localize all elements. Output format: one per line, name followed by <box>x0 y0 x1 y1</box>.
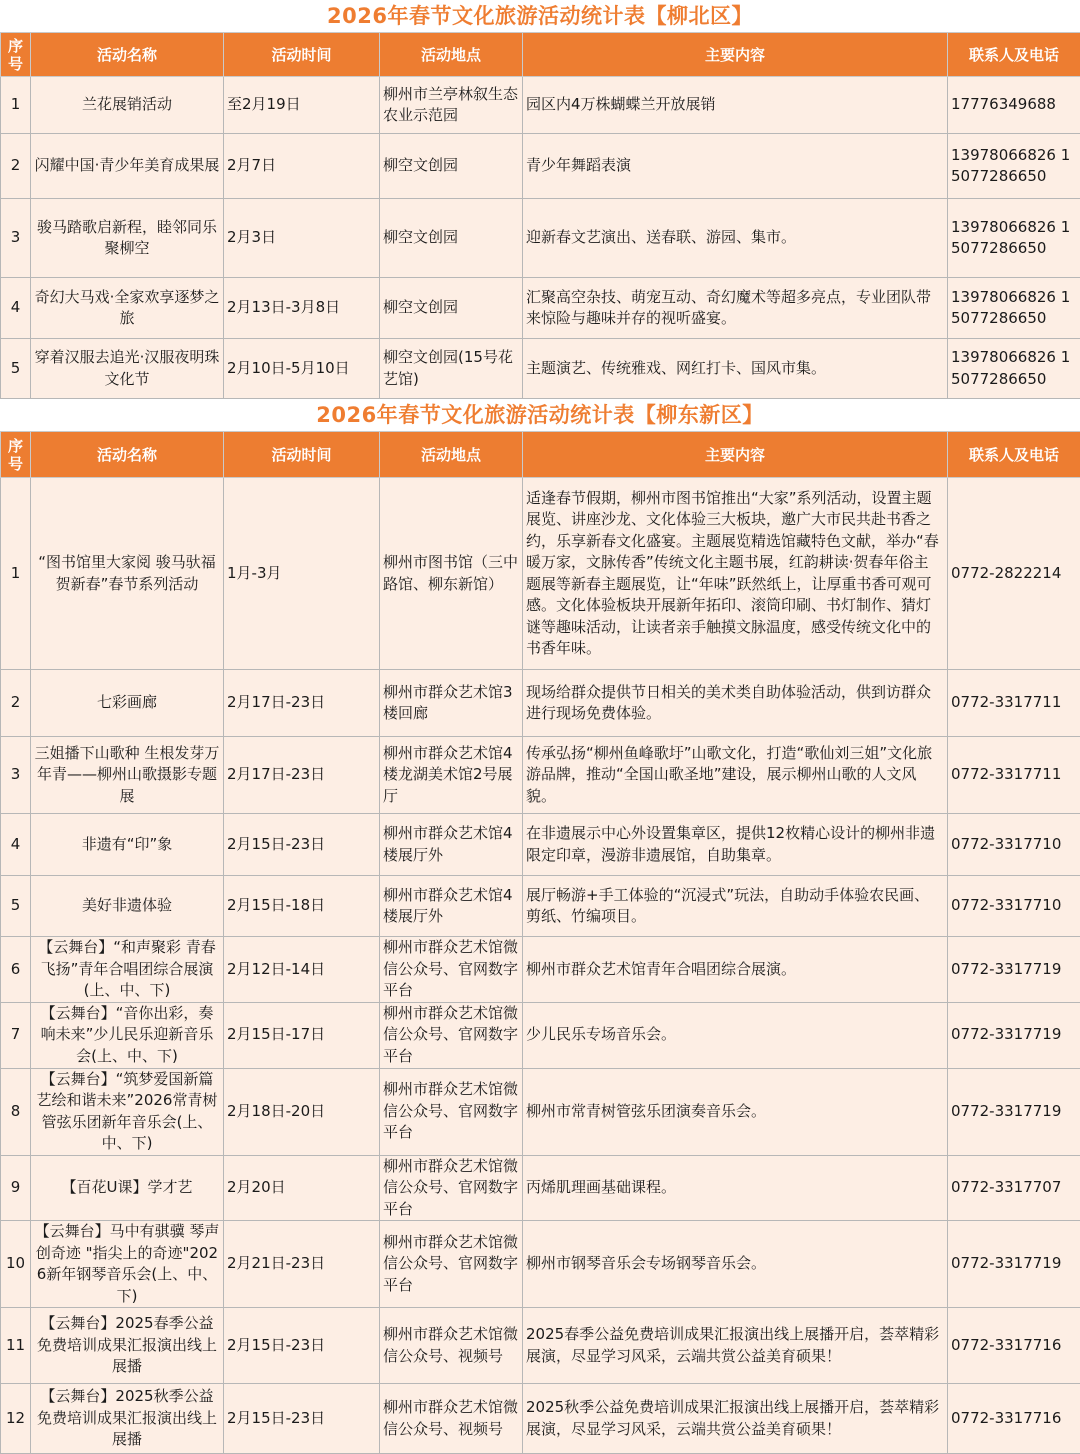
row-time: 2月15日-23日 <box>224 1308 380 1384</box>
table-row <box>1 670 1080 737</box>
header-time: 活动时间 <box>224 432 380 478</box>
row-content: 少儿民乐专场音乐会。 <box>523 1002 948 1068</box>
row-place: 柳州市群众艺术馆微信公众号、视频号 <box>380 1308 523 1384</box>
row-name: 【云舞台】“筑梦爱国新篇 艺绘和谐未来”2026常青树管弦乐团新年音乐会(上、中、下) <box>31 1068 224 1155</box>
row-contact: 13978066826 15077286650 <box>948 339 1080 399</box>
table-row <box>1 199 1080 278</box>
header-no: 序号 <box>1 33 31 77</box>
row-name: 三姐播下山歌种 生根发芽万年青——柳州山歌摄影专题展 <box>31 737 224 814</box>
table-row <box>1 1002 1080 1068</box>
row-name: 【云舞台】马中有骐骥 琴声创奇迹 "指尖上的奇迹"2026新年钢琴音乐会(上、中、下) <box>31 1221 224 1308</box>
row-name: 【云舞台】2025春季公益免费培训成果汇报演出线上展播 <box>31 1308 224 1384</box>
row-place: 柳空文创园 <box>380 134 523 199</box>
row-name: 穿着汉服去追光·汉服夜明珠文化节 <box>31 339 224 399</box>
row-content: 展厅畅游+手工体验的“沉浸式”玩法，自助动手体验农民画、剪纸、竹编项目。 <box>523 876 948 937</box>
row-no: 1 <box>1 478 31 670</box>
row-time: 2月13日-3月8日 <box>224 278 380 339</box>
section-title-liudong: 2026年春节文化旅游活动统计表【柳东新区】 <box>0 399 1080 431</box>
row-contact: 0772-3317710 <box>948 814 1080 876</box>
row-no: 12 <box>1 1384 31 1454</box>
row-content: 园区内4万株蝴蝶兰开放展销 <box>523 77 948 134</box>
row-place: 柳州市图书馆（三中路馆、柳东新馆） <box>380 478 523 670</box>
row-time: 2月17日-23日 <box>224 670 380 737</box>
row-contact: 13978066826 15077286650 <box>948 134 1080 199</box>
row-name: 【百花U课】学才艺 <box>31 1155 224 1221</box>
row-place: 柳州市兰亭林叙生态农业示范园 <box>380 77 523 134</box>
header-content: 主要内容 <box>523 33 948 77</box>
row-contact: 0772-3317719 <box>948 1068 1080 1155</box>
row-name: 闪耀中国·青少年美育成果展 <box>31 134 224 199</box>
row-name: 【云舞台】“和声聚彩 青春飞扬”青年合唱团综合展演(上、中、下) <box>31 937 224 1003</box>
table-row <box>1 339 1080 399</box>
row-time: 2月12日-14日 <box>224 937 380 1003</box>
row-content: 传承弘扬“柳州鱼峰歌圩”山歌文化，打造“歌仙刘三姐”文化旅游品牌，推动“全国山歌圣地”建设，展示柳州山歌的人文风貌。 <box>523 737 948 814</box>
row-place: 柳州市群众艺术馆微信公众号、视频号 <box>380 1384 523 1454</box>
row-place: 柳州市群众艺术馆4楼展厅外 <box>380 876 523 937</box>
table-row <box>1 876 1080 937</box>
row-name: 【云舞台】“音你出彩，奏响未来”少儿民乐迎新音乐会(上、中、下) <box>31 1002 224 1068</box>
row-time: 2月15日-18日 <box>224 876 380 937</box>
row-content: 在非遗展示中心外设置集章区，提供12枚精心设计的柳州非遗限定印章，漫游非遗展馆，自助集章。 <box>523 814 948 876</box>
header-place: 活动地点 <box>380 432 523 478</box>
header-place: 活动地点 <box>380 33 523 77</box>
row-contact: 0772-3317710 <box>948 876 1080 937</box>
activity-table-liudong <box>0 431 1080 1454</box>
row-content: 柳州市常青树管弦乐团演奏音乐会。 <box>523 1068 948 1155</box>
row-place: 柳州市群众艺术馆微信公众号、官网数字平台 <box>380 937 523 1003</box>
row-no: 11 <box>1 1308 31 1384</box>
header-name: 活动名称 <box>31 432 224 478</box>
row-no: 4 <box>1 278 31 339</box>
row-content: 2025秋季公益免费培训成果汇报演出线上展播开启，荟萃精彩展演，尽显学习风采，云端共赏公益美育硕果！ <box>523 1384 948 1454</box>
row-place: 柳州市群众艺术馆微信公众号、官网数字平台 <box>380 1068 523 1155</box>
row-contact: 0772-3317716 <box>948 1308 1080 1384</box>
header-content: 主要内容 <box>523 432 948 478</box>
row-time: 至2月19日 <box>224 77 380 134</box>
row-time: 2月15日-23日 <box>224 814 380 876</box>
row-content: 现场给群众提供节日相关的美术类自助体验活动，供到访群众进行现场免费体验。 <box>523 670 948 737</box>
section-title-liubei: 2026年春节文化旅游活动统计表【柳北区】 <box>0 0 1080 32</box>
row-no: 5 <box>1 339 31 399</box>
table-row <box>1 1308 1080 1384</box>
row-time: 2月15日-17日 <box>224 1002 380 1068</box>
row-time: 1月-3月 <box>224 478 380 670</box>
row-no: 3 <box>1 737 31 814</box>
table-row <box>1 278 1080 339</box>
row-name: “图书馆里大家阅 骏马驮福贺新春”春节系列活动 <box>31 478 224 670</box>
row-place: 柳州市群众艺术馆4楼龙湖美术馆2号展厅 <box>380 737 523 814</box>
row-contact: 0772-3317719 <box>948 1221 1080 1308</box>
row-contact: 0772-3317719 <box>948 1002 1080 1068</box>
header-contact: 联系人及电话 <box>948 33 1080 77</box>
row-time: 2月17日-23日 <box>224 737 380 814</box>
row-content: 适逢春节假期，柳州市图书馆推出“大家”系列活动，设置主题展览、讲座沙龙、文化体验三大板块，邀广大市民共赴书香之约，乐享新春文化盛宴。主题展览精选馆藏特色文献，举办“春暖万家，文脉传香”传统文化主题书展，红韵耕读·贺春年俗主题展等新春主题展览，让“年味”跃然纸上，让厚重书香可观可感。文化体验板块开展新年拓印、滚筒印刷、书灯制作、猜灯谜等趣味活动，让读者亲手触摸文脉温度，感受传统文化中的书香年味。 <box>523 478 948 670</box>
table-row <box>1 1155 1080 1221</box>
row-place: 柳空文创园 <box>380 199 523 278</box>
row-contact: 13978066826 15077286650 <box>948 278 1080 339</box>
row-contact: 0772-3317711 <box>948 670 1080 737</box>
row-no: 7 <box>1 1002 31 1068</box>
row-contact: 13978066826 15077286650 <box>948 199 1080 278</box>
table-row <box>1 1221 1080 1308</box>
row-time: 2月15日-23日 <box>224 1384 380 1454</box>
table-row <box>1 814 1080 876</box>
activity-table-liubei <box>0 32 1080 399</box>
row-place: 柳州市群众艺术馆3楼回廊 <box>380 670 523 737</box>
row-name: 非遗有“印”象 <box>31 814 224 876</box>
row-content: 柳州市钢琴音乐会专场钢琴音乐会。 <box>523 1221 948 1308</box>
row-time: 2月20日 <box>224 1155 380 1221</box>
row-no: 4 <box>1 814 31 876</box>
table-row <box>1 478 1080 670</box>
row-content: 2025春季公益免费培训成果汇报演出线上展播开启，荟萃精彩展演，尽显学习风采，云端共赏公益美育硕果！ <box>523 1308 948 1384</box>
row-content: 主题演艺、传统雅戏、网红打卡、国风市集。 <box>523 339 948 399</box>
row-no: 1 <box>1 77 31 134</box>
row-time: 2月21日-23日 <box>224 1221 380 1308</box>
row-content: 青少年舞蹈表演 <box>523 134 948 199</box>
row-place: 柳空文创园 <box>380 278 523 339</box>
row-place: 柳州市群众艺术馆微信公众号、官网数字平台 <box>380 1155 523 1221</box>
row-no: 10 <box>1 1221 31 1308</box>
row-time: 2月3日 <box>224 199 380 278</box>
row-name: 奇幻大马戏·全家欢享逐梦之旅 <box>31 278 224 339</box>
row-contact: 0772-2822214 <box>948 478 1080 670</box>
table-row <box>1 1384 1080 1454</box>
header-no: 序号 <box>1 432 31 478</box>
row-contact: 17776349688 <box>948 77 1080 134</box>
row-no: 3 <box>1 199 31 278</box>
row-contact: 0772-3317719 <box>948 937 1080 1003</box>
row-place: 柳州市群众艺术馆微信公众号、官网数字平台 <box>380 1221 523 1308</box>
row-name: 【云舞台】2025秋季公益免费培训成果汇报演出线上展播 <box>31 1384 224 1454</box>
row-contact: 0772-3317711 <box>948 737 1080 814</box>
row-name: 骏马踏歌启新程，睦邻同乐聚柳空 <box>31 199 224 278</box>
row-no: 6 <box>1 937 31 1003</box>
row-no: 2 <box>1 670 31 737</box>
row-content: 丙烯肌理画基础课程。 <box>523 1155 948 1221</box>
header-time: 活动时间 <box>224 33 380 77</box>
row-contact: 0772-3317707 <box>948 1155 1080 1221</box>
row-place: 柳州市群众艺术馆4楼展厅外 <box>380 814 523 876</box>
table-row <box>1 134 1080 199</box>
table-row <box>1 937 1080 1003</box>
row-name: 美好非遗体验 <box>31 876 224 937</box>
row-time: 2月10日-5月10日 <box>224 339 380 399</box>
row-place: 柳州市群众艺术馆微信公众号、官网数字平台 <box>380 1002 523 1068</box>
row-no: 2 <box>1 134 31 199</box>
row-name: 兰花展销活动 <box>31 77 224 134</box>
row-content: 汇聚高空杂技、萌宠互动、奇幻魔术等超多亮点，专业团队带来惊险与趣味并存的视听盛宴。 <box>523 278 948 339</box>
row-time: 2月7日 <box>224 134 380 199</box>
header-contact: 联系人及电话 <box>948 432 1080 478</box>
row-no: 5 <box>1 876 31 937</box>
table-row <box>1 77 1080 134</box>
header-name: 活动名称 <box>31 33 224 77</box>
table-row <box>1 1068 1080 1155</box>
row-contact: 0772-3317716 <box>948 1384 1080 1454</box>
row-no: 9 <box>1 1155 31 1221</box>
row-content: 迎新春文艺演出、送春联、游园、集市。 <box>523 199 948 278</box>
row-place: 柳空文创园(15号花艺馆) <box>380 339 523 399</box>
row-name: 七彩画廊 <box>31 670 224 737</box>
row-content: 柳州市群众艺术馆青年合唱团综合展演。 <box>523 937 948 1003</box>
row-no: 8 <box>1 1068 31 1155</box>
row-time: 2月18日-20日 <box>224 1068 380 1155</box>
table-row <box>1 737 1080 814</box>
